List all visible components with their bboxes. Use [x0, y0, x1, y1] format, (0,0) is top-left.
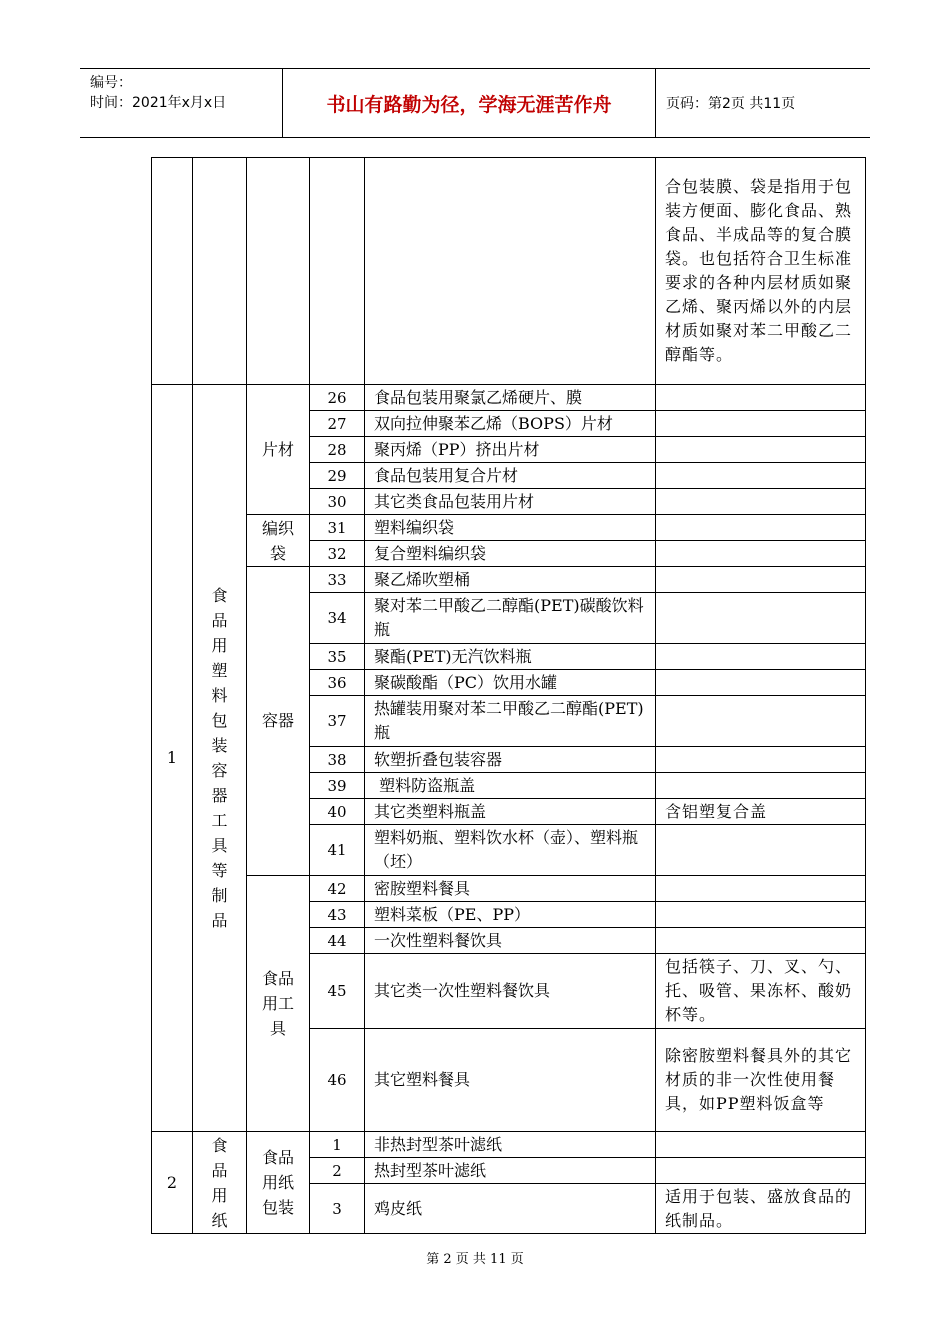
subcategory — [247, 515, 310, 567]
row-number: 39 — [310, 773, 365, 799]
row-number: 26 — [310, 385, 365, 411]
row-number: 35 — [310, 644, 365, 670]
row-note — [656, 670, 866, 696]
subcategory-text: 食品用纸包装 — [261, 1148, 294, 1217]
row-number: 3 — [310, 1184, 365, 1234]
row-number: 41 — [310, 825, 365, 876]
row-number: 33 — [310, 567, 365, 593]
group-number: 2 — [152, 1132, 193, 1234]
table-cell — [310, 158, 365, 385]
subcategory — [247, 876, 310, 1132]
table-cell — [247, 158, 310, 385]
row-number: 30 — [310, 489, 365, 515]
row-name: 非热封型茶叶滤纸 — [365, 1132, 656, 1158]
row-name: 塑料防盗瓶盖 — [365, 773, 656, 799]
row-number: 45 — [310, 954, 365, 1029]
row-name: 其它类塑料瓶盖 — [365, 799, 656, 825]
row-number: 46 — [310, 1029, 365, 1132]
top-note: 合包装膜、袋是指用于包装方便面、膨化食品、熟食品、半成品等的复合膜袋。也包括符合卫生标准要求的各种内层材质如聚乙烯、聚丙烯以外的内层材质如聚对苯二甲酸乙二醇酯等。 — [656, 158, 866, 385]
row-number: 43 — [310, 902, 365, 928]
row-note — [656, 696, 866, 747]
row-name: 软塑折叠包装容器 — [365, 747, 656, 773]
table-row — [152, 876, 866, 902]
row-name: 塑料编织袋 — [365, 515, 656, 541]
product-table — [151, 157, 866, 1234]
row-note — [656, 1132, 866, 1158]
row-number: 32 — [310, 541, 365, 567]
row-note — [656, 593, 866, 644]
page-footer: 第 2 页 共 11 页 — [426, 1252, 524, 1267]
row-note — [656, 515, 866, 541]
header-page-info: 页码：第2页 共11页 — [666, 96, 796, 112]
subcategory: 片材 — [247, 385, 310, 515]
row-name: 密胺塑料餐具 — [365, 876, 656, 902]
row-note — [656, 489, 866, 515]
subcategory-text: 编织袋 — [261, 518, 294, 563]
row-number: 2 — [310, 1158, 365, 1184]
row-number: 29 — [310, 463, 365, 489]
table-row — [152, 567, 866, 593]
row-note: 含铝塑复合盖 — [656, 799, 866, 825]
row-note — [656, 747, 866, 773]
row-name: 热罐装用聚对苯二甲酸乙二醇酯(PET)瓶 — [365, 696, 656, 747]
row-number: 42 — [310, 876, 365, 902]
row-note — [656, 928, 866, 954]
table-row — [152, 1132, 866, 1158]
group-category-text: 食品用塑料包装容器工具等制品 — [211, 586, 228, 930]
row-number: 34 — [310, 593, 365, 644]
group-number: 1 — [152, 385, 193, 1132]
row-name: 聚对苯二甲酸乙二醇酯(PET)碳酸饮料瓶 — [365, 593, 656, 644]
group-category — [193, 1132, 247, 1234]
row-number: 44 — [310, 928, 365, 954]
code-label: 编号： — [90, 75, 132, 91]
subcategory: 容器 — [247, 567, 310, 876]
row-name: 鸡皮纸 — [365, 1184, 656, 1234]
row-name: 其它类食品包装用片材 — [365, 489, 656, 515]
row-note — [656, 541, 866, 567]
row-number: 36 — [310, 670, 365, 696]
row-name: 塑料奶瓶、塑料饮水杯（壶）、塑料瓶（坯） — [365, 825, 656, 876]
row-note — [656, 411, 866, 437]
row-note: 适用于包装、盛放食品的纸制品。 — [656, 1184, 866, 1234]
row-name: 其它类一次性塑料餐饮具 — [365, 954, 656, 1029]
header-motto: 书山有路勤为径，学海无涯苦作舟 — [283, 69, 656, 137]
row-name: 食品包装用聚氯乙烯硬片、膜 — [365, 385, 656, 411]
row-name: 其它塑料餐具 — [365, 1029, 656, 1132]
group-category-text: 食品用纸 — [211, 1135, 228, 1230]
table-cell — [193, 158, 247, 385]
row-note — [656, 773, 866, 799]
row-note — [656, 437, 866, 463]
row-note: 包括筷子、刀、叉、勺、托、吸管、果冻杯、酸奶杯等。 — [656, 954, 866, 1029]
group-category — [193, 385, 247, 1132]
row-note: 除密胺塑料餐具外的其它材质的非一次性使用餐具，如PP塑料饭盒等 — [656, 1029, 866, 1132]
subcategory-text: 食品用工具 — [261, 969, 294, 1038]
row-name: 聚酯(PET)无汽饮料瓶 — [365, 644, 656, 670]
row-note — [656, 385, 866, 411]
table-cell — [365, 158, 656, 385]
subcategory — [247, 1132, 310, 1234]
row-name: 聚碳酸酯（PC）饮用水罐 — [365, 670, 656, 696]
row-name: 食品包装用复合片材 — [365, 463, 656, 489]
table-row — [152, 515, 866, 541]
row-note — [656, 463, 866, 489]
row-note — [656, 876, 866, 902]
row-name: 塑料菜板（PE、PP） — [365, 902, 656, 928]
row-number: 31 — [310, 515, 365, 541]
row-name: 双向拉伸聚苯乙烯（BOPS）片材 — [365, 411, 656, 437]
header-meta — [80, 69, 283, 137]
row-number: 38 — [310, 747, 365, 773]
row-note — [656, 825, 866, 876]
row-name: 热封型茶叶滤纸 — [365, 1158, 656, 1184]
table-row — [152, 385, 866, 411]
row-number: 40 — [310, 799, 365, 825]
row-number: 27 — [310, 411, 365, 437]
row-name: 复合塑料编织袋 — [365, 541, 656, 567]
row-note — [656, 644, 866, 670]
row-name: 聚丙烯（PP）挤出片材 — [365, 437, 656, 463]
page-header — [80, 68, 870, 138]
row-note — [656, 567, 866, 593]
table-row — [152, 158, 866, 385]
row-number: 1 — [310, 1132, 365, 1158]
table-cell — [152, 158, 193, 385]
row-number: 28 — [310, 437, 365, 463]
date-text: 时间：2021年x月x日 — [90, 95, 227, 111]
row-number: 37 — [310, 696, 365, 747]
row-name: 一次性塑料餐饮具 — [365, 928, 656, 954]
row-note — [656, 902, 866, 928]
row-note — [656, 1158, 866, 1184]
row-name: 聚乙烯吹塑桶 — [365, 567, 656, 593]
